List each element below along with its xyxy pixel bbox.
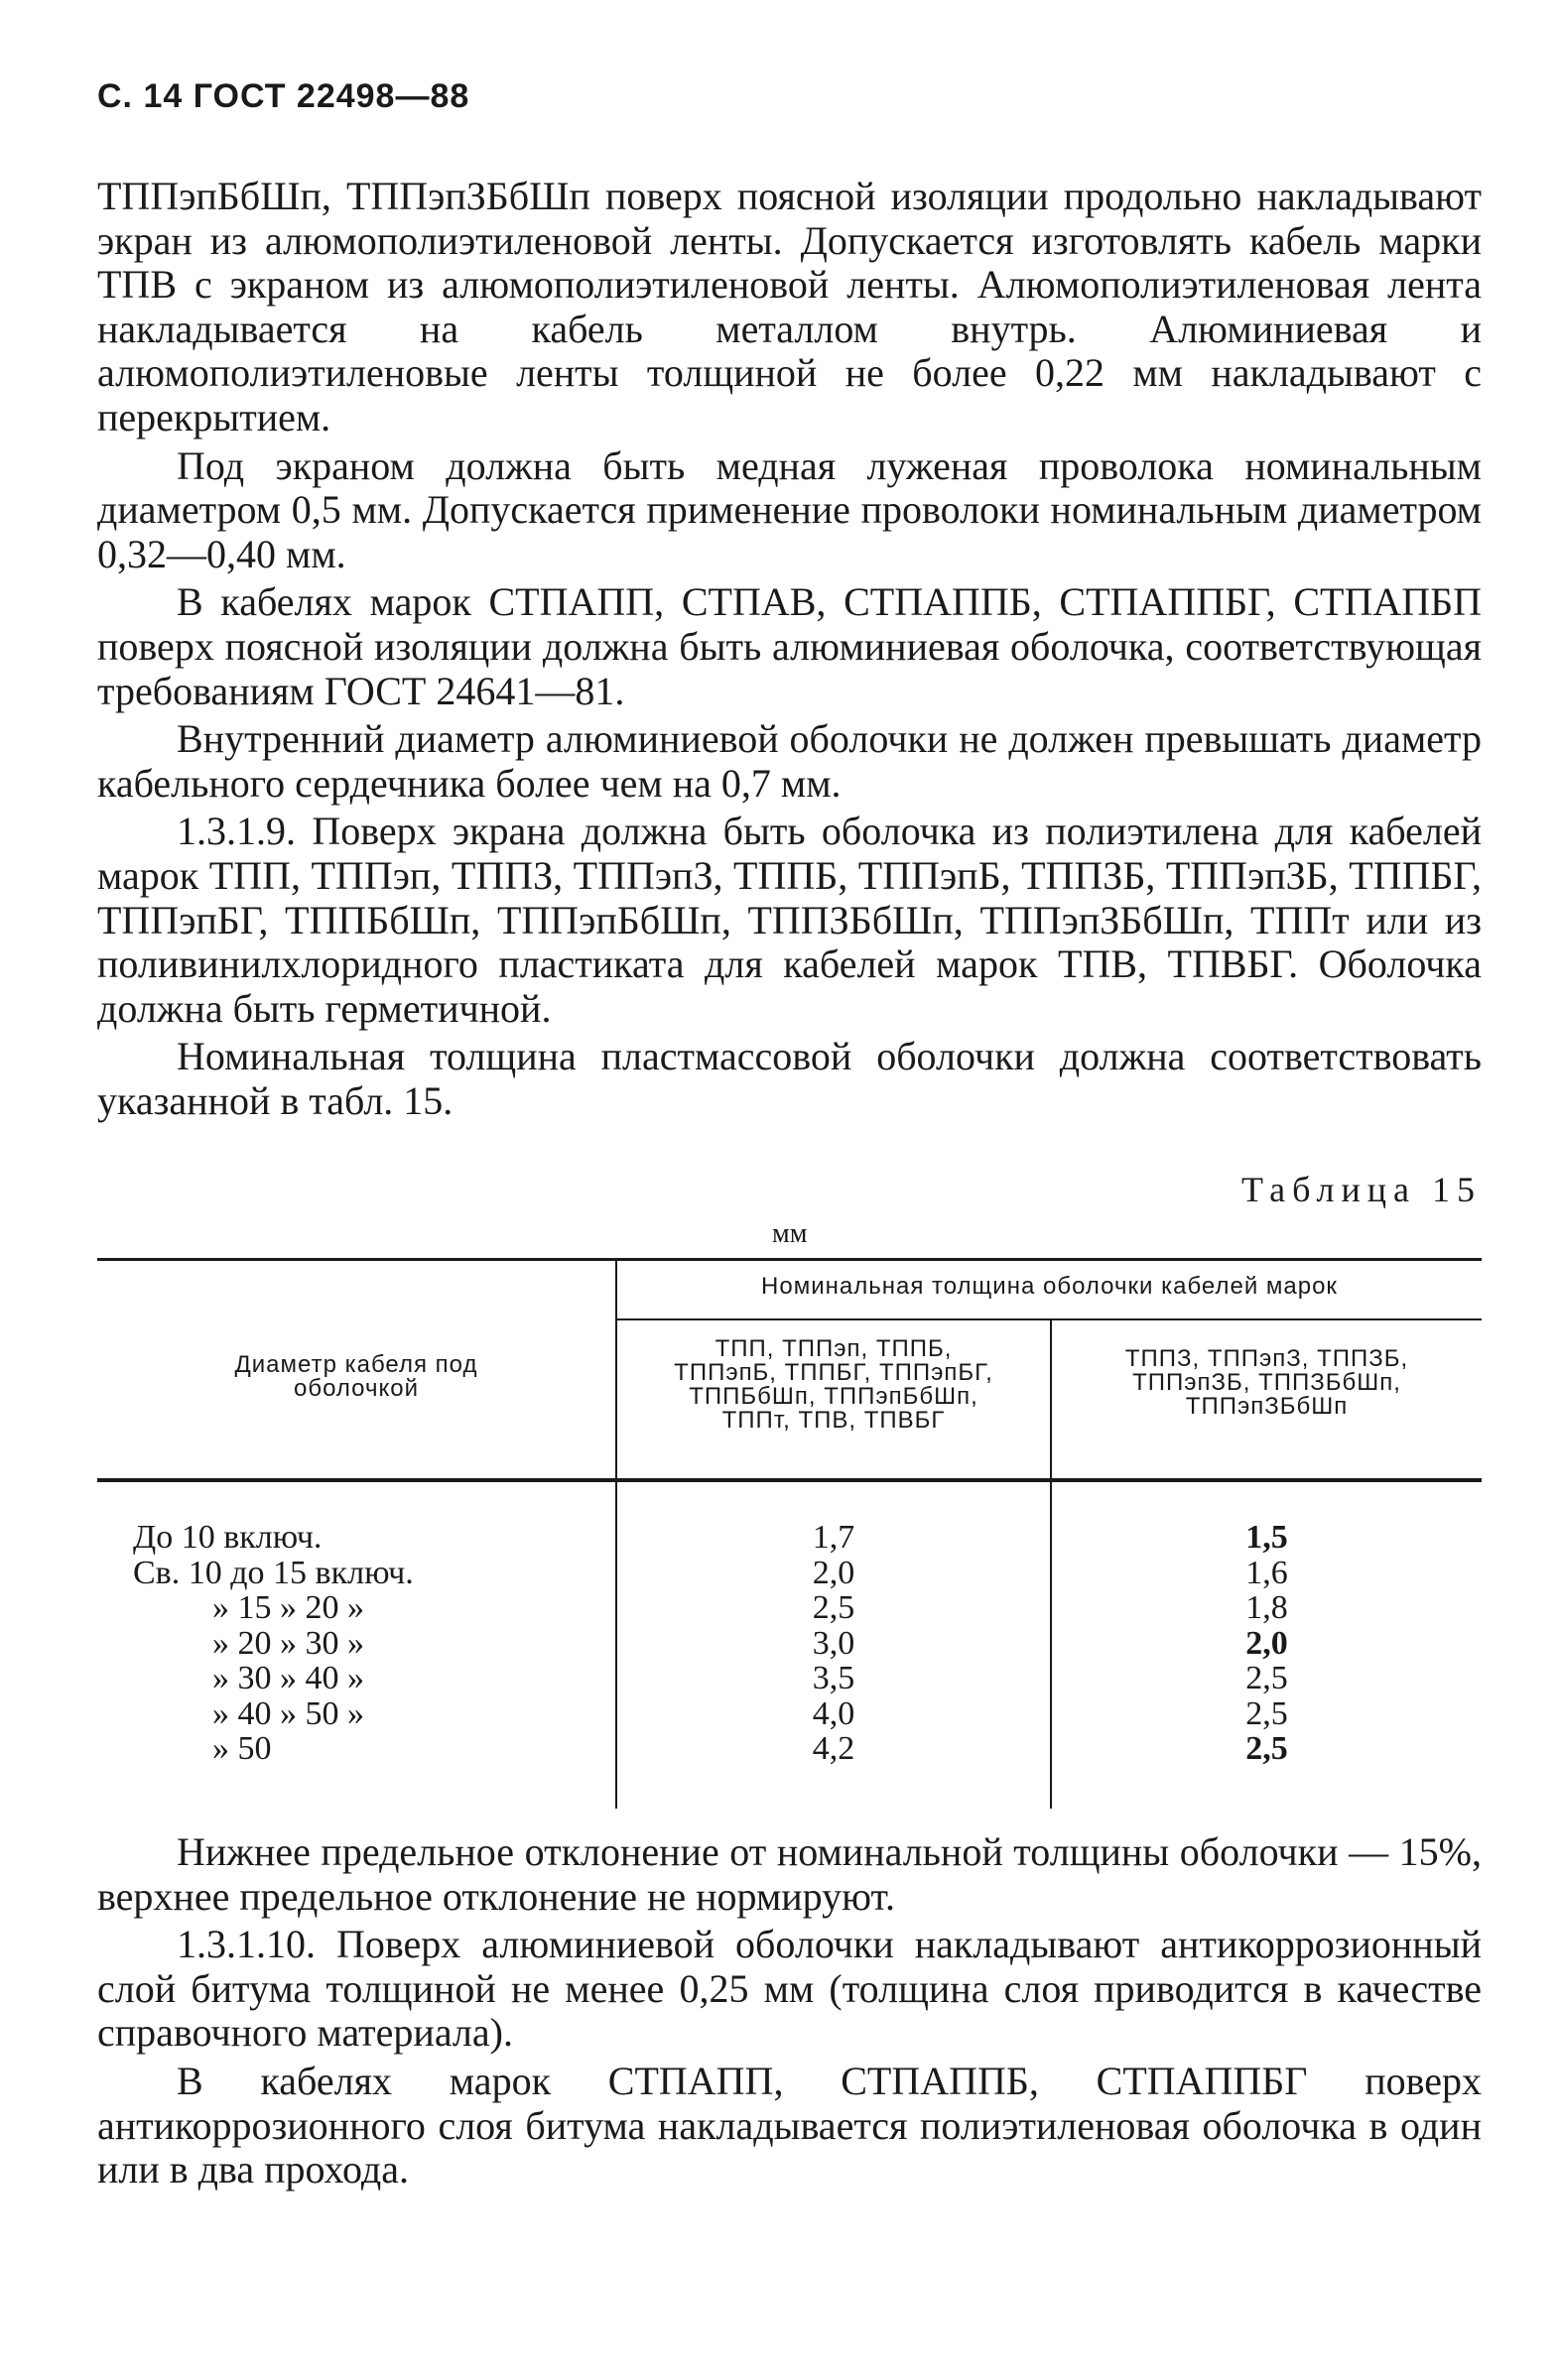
row-diameter: Св. 10 до 15 включ. (133, 1554, 414, 1591)
col1-values (617, 1520, 1050, 1767)
paragraph: Номинальная толщина пластмассовой оболочки должна соответствовать указанной в табл. 15. (97, 1034, 1482, 1123)
value-cell: 3,5 (812, 1660, 855, 1696)
paragraph: В кабелях марок СТПАПП, СТПАВ, СТПАППБ, СТПАППБГ, СТПАПБП поверх поясной изоляции должна быть алюминиевая оболочка, соответствующая требованиям ГОСТ 24641—81. (97, 579, 1482, 713)
body-text-top (97, 175, 1482, 1123)
value-cell: 2,5 (812, 1589, 855, 1626)
table-group-rule (615, 1318, 1482, 1320)
table-unit: мм (772, 1218, 808, 1249)
page-header: С. 14 ГОСТ 22498—88 (97, 77, 470, 115)
row-diameter: » 15 » 20 » (212, 1589, 364, 1626)
paragraph: Под экраном должна быть медная луженая проволока номинальным диаметром 0,5 мм. Допускается применение проволоки номинальным диаметром 0,32—0,40 мм. (97, 442, 1482, 576)
value-cell: 2,5 (1245, 1660, 1288, 1696)
paragraph: ТППэпБбШп, ТППэпЗБбШп поверх поясной изоляции продольно накладывают экран из алюмополиэтиленовой ленты. Допускается изготовлять кабель марки ТПВ с экраном из алюмополиэтиленовой ленты. Алюмополиэтиленовая лента накладывается на кабель металлом внутрь. Алюминиевая и алюмополиэтиленовые ленты толщиной не более 0,22 мм накладывают с перекрытием. (97, 174, 1482, 439)
value-cell: 1,7 (812, 1519, 855, 1556)
paragraph: В кабелях марок СТПАПП, СТПАППБ, СТПАППБГ поверх антикоррозионного слоя битума накладывается полиэтиленовая оболочка в один или в два прохода. (97, 2058, 1482, 2192)
paragraph: Внутренний диаметр алюминиевой оболочки не должен превышать диаметр кабельного сердечника более чем на 0,7 мм. (97, 716, 1482, 806)
table-header-rule (97, 1478, 1482, 1482)
row-diameter: » 20 » 30 » (212, 1624, 364, 1662)
value-cell: 2,5 (1245, 1730, 1288, 1767)
table-top-rule (97, 1258, 1482, 1261)
header-thickness-group: Номинальная толщина оболочки кабелей марок (761, 1273, 1338, 1300)
paragraph: 1.3.1.10. Поверх алюминиевой оболочки накладывают антикоррозионный слой битума толщиной не менее 0,25 мм (толщина слоя приводится в качестве справочного материала). (97, 1922, 1482, 2056)
paragraph: Нижнее предельное отклонение от номинальной толщины оболочки — 15%, верхнее предельное отклонение не нормируют. (97, 1829, 1482, 1919)
row-diameter: До 10 включ. (133, 1519, 323, 1556)
value-cell: 2,0 (1245, 1624, 1288, 1662)
value-cell: 3,0 (812, 1624, 855, 1662)
header-col2: ТППЗ, ТППэпЗ, ТППЗБ, ТППэпЗБ, ТППЗБбШп, ТППэпЗБбШп (1124, 1345, 1409, 1420)
row-diameter: » 40 » 50 » (212, 1694, 364, 1732)
value-cell: 1,6 (1245, 1554, 1288, 1591)
row-diameter: » 30 » 40 » (212, 1660, 364, 1696)
value-cell: 1,5 (1245, 1519, 1288, 1556)
thickness-table (97, 1258, 1482, 1809)
header-diameter: Диаметр кабеля под оболочкой (234, 1351, 478, 1402)
paragraph: 1.3.1.9. Поверх экрана должна быть оболочка из полиэтилена для кабелей марок ТПП, ТППэп, ТППЗ, ТППэпЗ, ТППБ, ТППэпБ, ТППЗБ, ТППэпЗБ, ТППБГ, ТППэпБГ, ТППБбШп, ТППэпБбШп, ТППЗБбШп, ТППэпЗБбШп, ТППт или из поливинилхлоридного пластиката для кабелей марок ТПВ, ТПВБГ. Оболочка должна быть герметичной. (97, 809, 1482, 1031)
value-cell: 1,8 (1245, 1589, 1288, 1626)
value-cell: 2,0 (812, 1554, 855, 1591)
value-cell: 4,2 (812, 1730, 855, 1767)
value-cell: 2,5 (1245, 1694, 1288, 1732)
header-col1: ТПП, ТППэп, ТППБ, ТППэпБ, ТППБГ, ТППэпБГ, ТППБбШп, ТППэпБбШп, ТППт, ТПВ, ТПВБГ (674, 1335, 993, 1434)
row-diameter: » 50 (212, 1730, 272, 1767)
col2-values (1052, 1520, 1482, 1767)
diameter-column (133, 1520, 414, 1767)
body-text-bottom (97, 1830, 1482, 2192)
table-caption: Таблица 15 (1241, 1170, 1482, 1209)
value-cell: 4,0 (812, 1694, 855, 1732)
